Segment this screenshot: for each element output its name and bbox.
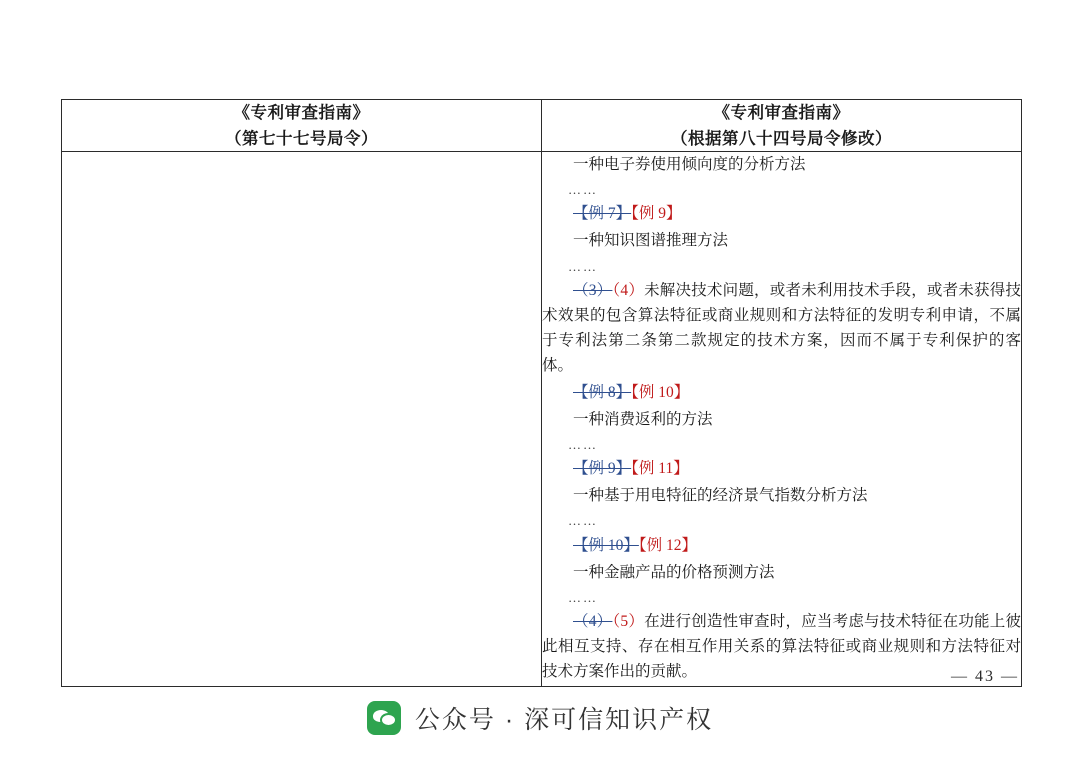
paragraph-5: 一种基于用电特征的经济景气指数分析方法 xyxy=(573,487,868,505)
example-10-old: 【例 10】 xyxy=(573,536,639,554)
header-right-line1: 《专利审查指南》 xyxy=(713,103,850,122)
example-8-old: 【例 8】 xyxy=(573,383,632,401)
item-3-old: （3） xyxy=(573,281,613,299)
footer-watermark-text: 公众号 · 深可信知识产权 xyxy=(414,706,714,734)
paragraph-7: 在进行创造性审查时，应当考虑与技术特征在功能上彼此相互支持、存在相互作用关系的算法特征或商业规则和方法特征对技术方案作出的贡献。 xyxy=(542,612,1021,680)
ellipsis-2: …… xyxy=(568,258,598,274)
ellipsis-4: …… xyxy=(568,513,598,529)
page-number: — 43 — xyxy=(951,668,1019,685)
body-cell-left xyxy=(62,152,542,687)
header-cell-right xyxy=(542,100,1022,152)
paragraph-1: 一种电子券使用倾向度的分析方法 xyxy=(573,156,806,174)
example-label-8 xyxy=(542,380,1021,405)
paragraph-3: 未解决技术问题，或者未利用技术手段，或者未获得技术效果的包含算法特征或商业规则和方法特征的发明专利申请，不属于专利法第二条第二款规定的技术方案，因而不属于专利保护的客体。 xyxy=(542,281,1021,374)
example-7-new: 【例 9】 xyxy=(631,205,682,223)
example-9-new: 【例 11】 xyxy=(631,460,689,478)
body-cell-right xyxy=(542,152,1022,687)
table-body-row xyxy=(62,152,1022,687)
example-8-new: 【例 10】 xyxy=(631,383,690,401)
item-3-new: （4） xyxy=(612,281,645,299)
comparison-table xyxy=(61,99,1022,687)
ellipsis-3: …… xyxy=(568,437,598,453)
paragraph-6: 一种金融产品的价格预测方法 xyxy=(573,563,775,581)
header-right-line2: （根据第八十四号局令修改） xyxy=(671,128,892,148)
ellipsis-1: …… xyxy=(568,182,598,198)
example-7-old: 【例 7】 xyxy=(573,205,632,223)
header-left-line2: （第七十七号局令） xyxy=(225,128,378,148)
header-cell-left xyxy=(62,100,542,152)
header-left-line1: 《专利审查指南》 xyxy=(233,103,370,122)
table-header-row xyxy=(62,100,1022,152)
footer-watermark xyxy=(0,700,1080,736)
item-4-old: （4） xyxy=(573,612,613,630)
example-label-7 xyxy=(542,201,1021,226)
example-label-10 xyxy=(542,533,1021,558)
paragraph-4: 一种消费返利的方法 xyxy=(573,411,713,429)
paragraph-2: 一种知识图谱推理方法 xyxy=(573,232,729,250)
example-10-new: 【例 12】 xyxy=(638,536,698,554)
ellipsis-5: …… xyxy=(568,589,598,605)
item-4-new: （5） xyxy=(612,612,645,630)
wechat-icon xyxy=(367,701,401,735)
item-3-paragraph xyxy=(542,278,1021,378)
example-9-old: 【例 9】 xyxy=(573,460,632,478)
example-label-9 xyxy=(542,456,1021,481)
